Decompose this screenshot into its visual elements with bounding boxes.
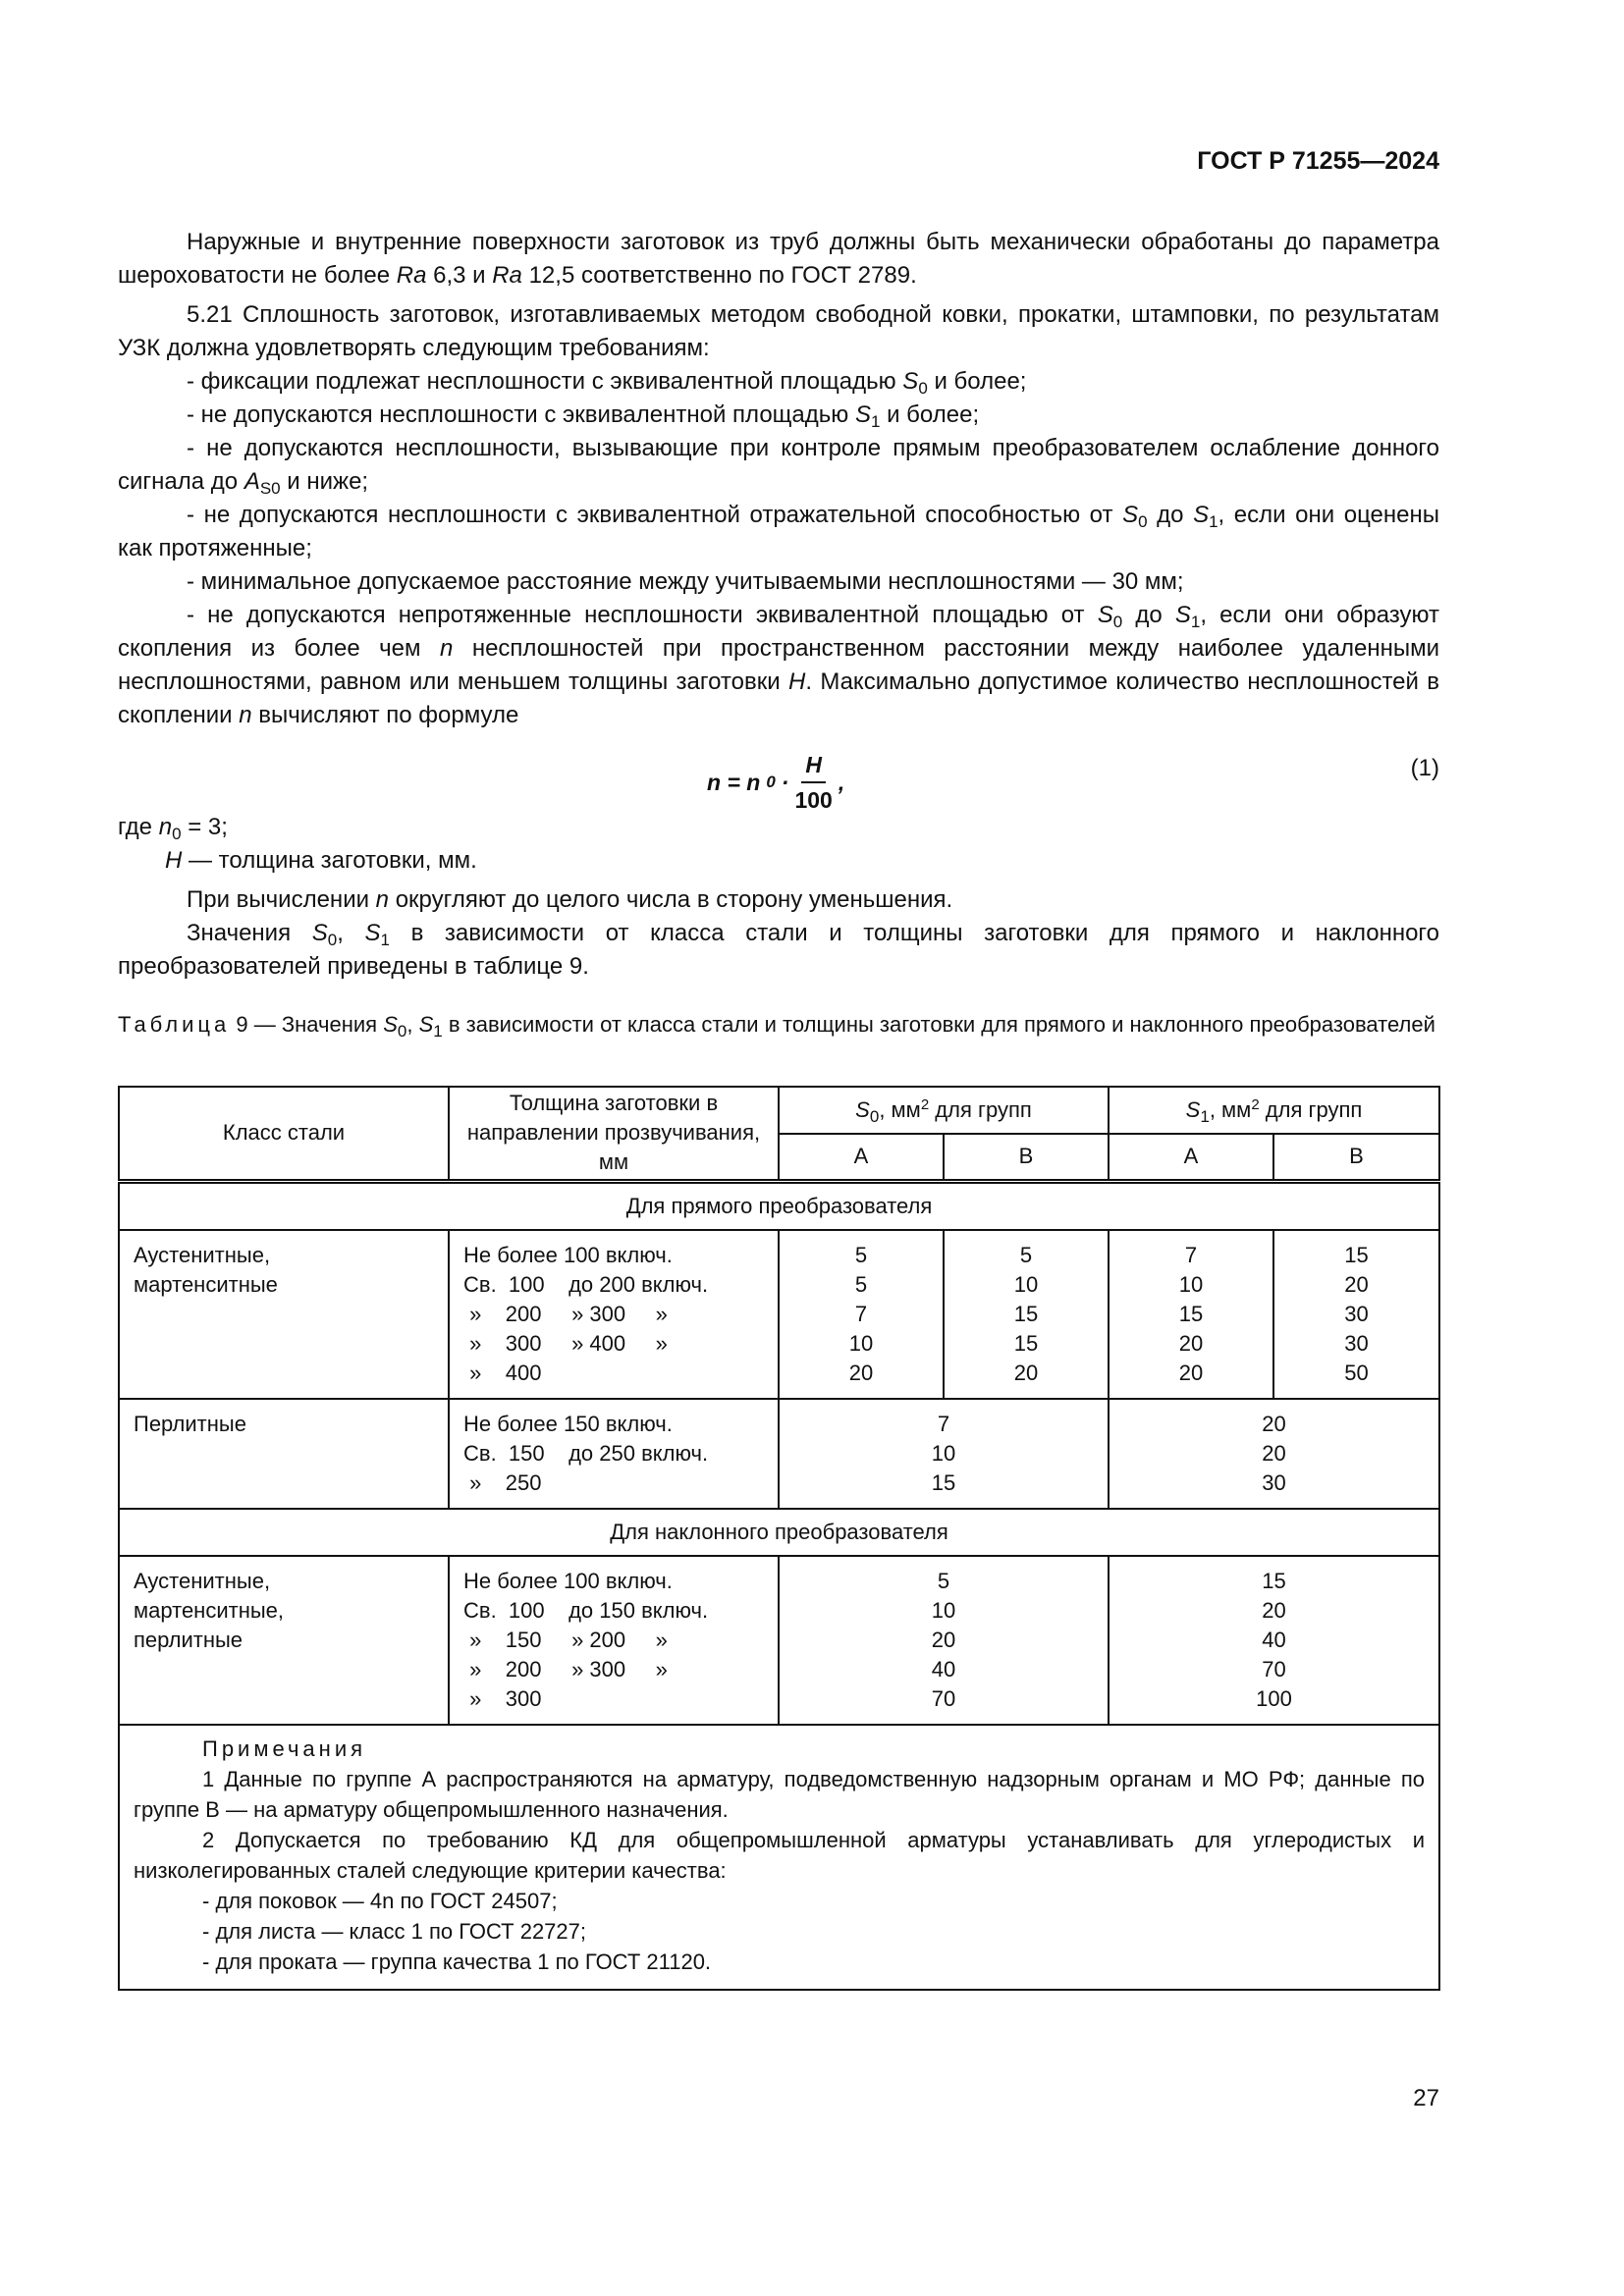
table-caption: Таблица 9 — Значения $S_0$, $S_1$ в зависимости от класса стали и толщины заготовки для прямого и наклонного преобразователей bbox=[118, 1012, 1435, 1041]
paragraph: Значения $S_0$, $S_1$ в зависимости от класса стали и толщины заготовки для прямого и наклонного преобразователей приведены в таблице 9. bbox=[118, 920, 1440, 980]
list-item: - фиксации подлежат несплошности с эквивалентной площадью $S_0$ и более; bbox=[187, 368, 1027, 398]
list-item: - не допускаются несплошности с эквивалентной площадью $S_1$ и более; bbox=[187, 401, 980, 431]
note-item: - для листа — класс 1 по ГОСТ 22727; bbox=[202, 1918, 587, 1944]
table-9 bbox=[118, 1086, 1440, 1991]
header-s1-a: А bbox=[1109, 1134, 1273, 1181]
header-s1-b: В bbox=[1273, 1134, 1439, 1181]
table-row bbox=[119, 1556, 1439, 1725]
formula-number: (1) bbox=[1410, 755, 1439, 781]
cell-s1-b: 15 20 30 30 50 bbox=[1273, 1230, 1439, 1399]
where-line: где $n_0 = 3$; bbox=[118, 814, 228, 843]
list-item: - не допускаются несплошности с эквивалентной отражательной способностью от $S_0$ до $S_1$, если они оценены как протяженные; bbox=[118, 502, 1439, 561]
fraction: $\frac{H}{100}$ bbox=[794, 748, 832, 817]
header-s0-b: В bbox=[944, 1134, 1109, 1181]
header-s0: $S_0$, $мм^2$ для групп bbox=[779, 1087, 1109, 1134]
paragraph-5-21: 5.21 Сплошность заготовок, изготавливаемых методом свободной ковки, прокатки, штамповки, по результатам УЗК должна удовлетворять следующим требованиям: bbox=[118, 301, 1439, 361]
cell-thickness: Не более 100 включ. Св. 100 до 200 включ. » 200 » 300 » » 300 » 400 » » 400 bbox=[449, 1230, 779, 1399]
where-line: H — толщина заготовки, мм. bbox=[165, 847, 477, 874]
formula: n = n 0 · $\frac{H}{100}$ , (1) bbox=[118, 740, 1439, 807]
cell-thickness: Не более 150 включ. Св. 150 до 250 включ. » 250 bbox=[449, 1399, 779, 1509]
list-item: - не допускаются несплошности, вызывающие при контроле прямым преобразователем ослабление донного сигнала до $A_{S0}$ и ниже; bbox=[118, 435, 1439, 498]
note-2: 2 Допускается по требованию КД для общепромышленной арматуры устанавливать для углеродистых и низколегированных сталей следующие критерии качества: bbox=[134, 1827, 1425, 1883]
cell-thickness: Не более 100 включ. Св. 100 до 150 включ. » 150 » 200 » » 200 » 300 » » 300 bbox=[449, 1556, 779, 1725]
note-1: 1 Данные по группе А распространяются на арматуру, подведомственную надзорным органам и МО РФ; данные по группе В — на арматуру общепромышленного назначения. bbox=[134, 1766, 1425, 1822]
table-row bbox=[119, 1230, 1439, 1399]
cell-s1-a: 7 10 15 20 20 bbox=[1109, 1230, 1273, 1399]
note-item: - для проката — группа качества 1 по ГОСТ 21120. bbox=[202, 1949, 712, 1974]
paragraph: Наружные и внутренние поверхности заготовок из труб должны быть механически обработаны до параметра шероховатости не более Ra 6,3 и Ra 12,5 соответственно по ГОСТ 2789. bbox=[118, 229, 1439, 289]
header-s1: $S_1$, $мм^2$ для групп bbox=[1109, 1087, 1439, 1134]
header-thickness: Толщина заготовки в направлении прозвучивания, мм bbox=[449, 1087, 779, 1181]
cell-s0-a: 5 5 7 10 20 bbox=[779, 1230, 944, 1399]
page-number: 27 bbox=[1413, 2085, 1439, 2111]
section-angled: Для наклонного преобразователя bbox=[119, 1509, 1439, 1556]
header-s0-a: А bbox=[779, 1134, 944, 1181]
cell-class: Аустенитные, мартенситные, перлитные bbox=[119, 1556, 449, 1725]
body-text bbox=[118, 226, 1439, 984]
list-item: - минимальное допускаемое расстояние между учитываемыми несплошностями — 30 мм; bbox=[187, 568, 1184, 595]
header-class: Класс стали bbox=[119, 1087, 449, 1181]
table-row bbox=[119, 1399, 1439, 1509]
cell-class: Перлитные bbox=[119, 1399, 449, 1509]
notes-title: Примечания bbox=[202, 1735, 367, 1761]
cell-s1: 20 20 30 bbox=[1109, 1399, 1439, 1509]
paragraph: При вычислении n округляют до целого числа в сторону уменьшения. bbox=[187, 886, 953, 913]
table-notes bbox=[119, 1725, 1439, 1990]
cell-s0-b: 5 10 15 15 20 bbox=[944, 1230, 1109, 1399]
list-item: - не допускаются непротяженные несплошности эквивалентной площадью от $S_0$ до $S_1$, если они образуют скопления из более чем n несплошностей при пространственном расстоянии между наиболее удаленными несплошностями, равном или меньшем толщины заготовки H. Максимально допустимое количество несплошностей в скоплении n вычисляют по формуле bbox=[118, 602, 1440, 728]
cell-s1: 15 20 40 70 100 bbox=[1109, 1556, 1439, 1725]
section-direct: Для прямого преобразователя bbox=[119, 1181, 1439, 1230]
cell-s0: 5 10 20 40 70 bbox=[779, 1556, 1109, 1725]
cell-s0: 7 10 15 bbox=[779, 1399, 1109, 1509]
note-item: - для поковок — 4n по ГОСТ 24507; bbox=[202, 1888, 558, 1913]
cell-class: Аустенитные, мартенситные bbox=[119, 1230, 449, 1399]
document-header: ГОСТ Р 71255—2024 bbox=[1197, 147, 1439, 175]
